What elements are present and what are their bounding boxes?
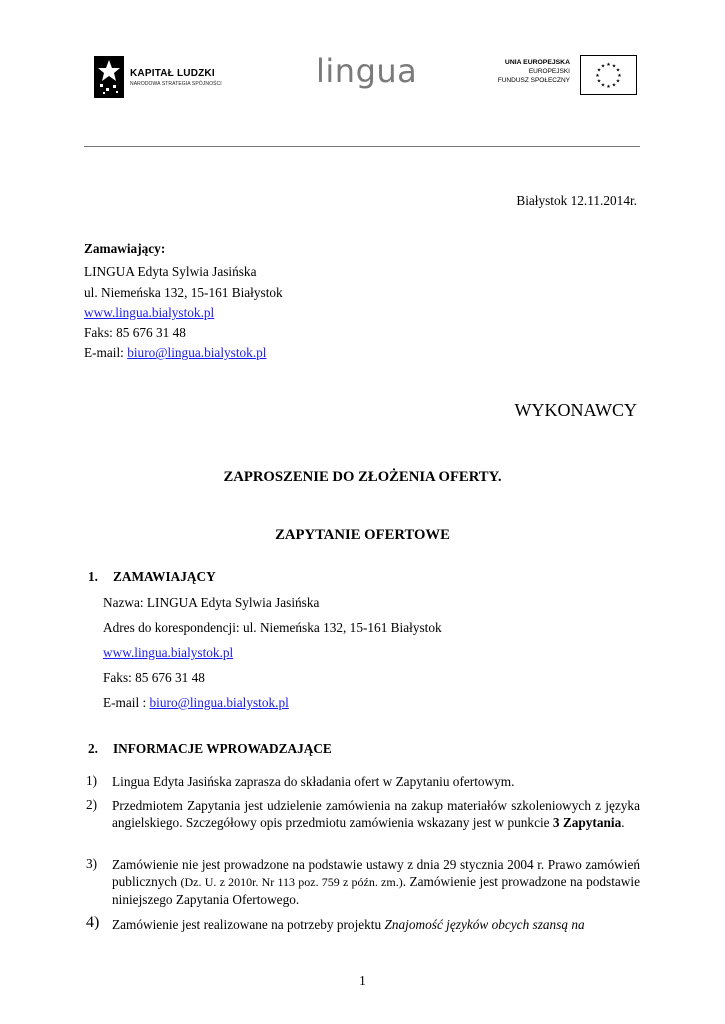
item3-citation: (Dz. U. z 2010r. Nr 113 poz. 759 z późn. zm.) xyxy=(180,875,403,889)
item2-bold: 3 Zapytania xyxy=(552,815,622,830)
svg-text:★: ★ xyxy=(611,82,617,89)
svg-text:★: ★ xyxy=(600,82,606,89)
item1-number: 1) xyxy=(86,773,98,788)
item3-text-b: . Zamówienie jest prowadzone na podstawie niniejszego Zapytania Ofertowego. xyxy=(112,874,641,907)
header-divider xyxy=(84,146,640,147)
section2-number: 2. xyxy=(88,741,98,756)
zamawiajacy-name: LINGUA Edyta Sylwia Jasińska xyxy=(84,264,257,279)
zamawiajacy-label: Zamawiający: xyxy=(84,241,166,256)
item4-number: 4) xyxy=(86,914,100,931)
ue-line2: EUROPEJSKI xyxy=(528,68,570,75)
item1-text: Lingua Edyta Jasińska zaprasza do składania ofert w Zapytaniu ofertowym. xyxy=(112,774,515,789)
section1-email-link[interactable]: biuro@lingua.bialystok.pl xyxy=(149,695,289,710)
zamawiajacy-email-link[interactable]: biuro@lingua.bialystok.pl xyxy=(127,345,267,360)
kapital-ludzki-emblem-icon xyxy=(92,52,128,102)
section1-number: 1. xyxy=(88,569,98,584)
item4-italic: Znajomość języków obcych szansą na xyxy=(384,917,585,932)
zamawiajacy-www-link[interactable]: www.lingua.bialystok.pl xyxy=(84,305,215,320)
section2-title: INFORMACJE WPROWADZAJĄCE xyxy=(113,741,332,756)
eu-flag-icon xyxy=(580,55,637,95)
svg-text:★: ★ xyxy=(615,78,621,85)
item2-text xyxy=(112,797,640,831)
item2-number: 2) xyxy=(86,797,98,812)
svg-text:★: ★ xyxy=(611,63,617,70)
item3-number: 3) xyxy=(86,856,98,871)
item3-text-a: Zamówienie nie jest prowadzone na podstawie ustawy z dnia 29 stycznia 2004 r. Prawo zamówień publicznych xyxy=(112,857,640,889)
svg-text:★: ★ xyxy=(617,73,622,79)
zamawiajacy-fax: Faks: 85 676 31 48 xyxy=(84,325,186,340)
document-date: Białystok 12.11.2014r. xyxy=(516,193,637,208)
email-label: E-mail: xyxy=(84,345,128,360)
item4-text xyxy=(112,916,640,933)
svg-text:★: ★ xyxy=(615,67,621,74)
svg-text:★: ★ xyxy=(600,63,606,70)
section1-fax: Faks: 85 676 31 48 xyxy=(103,670,205,685)
kl-subtitle: NARODOWA STRATEGIA SPÓJNOŚCI xyxy=(130,81,222,87)
svg-text:★: ★ xyxy=(595,73,600,79)
ue-line1: UNIA EUROPEJSKA xyxy=(504,59,570,66)
page-number: 1 xyxy=(359,973,366,988)
title-zaproszenie: ZAPROSZENIE DO ZŁOŻENIA OFERTY. xyxy=(223,469,502,485)
section1-title: ZAMAWIAJĄCY xyxy=(113,569,216,584)
section1-name: Nazwa: LINGUA Edyta Sylwia Jasińska xyxy=(103,595,320,610)
kl-title: KAPITAŁ LUDZKI xyxy=(130,68,215,79)
section1-email-label: E-mail : xyxy=(103,695,150,710)
ue-text xyxy=(498,58,570,85)
title-zapytanie: ZAPYTANIE OFERTOWE xyxy=(275,527,450,543)
wykonawcy-heading: WYKONAWCY xyxy=(514,400,637,420)
section1-address: Adres do korespondencji: ul. Niemeńska 132, 15-161 Białystok xyxy=(103,620,442,635)
svg-text:★: ★ xyxy=(606,62,611,68)
zamawiajacy-address: ul. Niemeńska 132, 15-161 Białystok xyxy=(84,285,283,300)
zamawiajacy-email-line xyxy=(84,345,267,361)
item2-text-b: . xyxy=(621,815,625,830)
item3-text xyxy=(112,856,640,908)
svg-text:★: ★ xyxy=(596,78,602,85)
item2-text-a: Przedmiotem Zapytania jest udzielenie zamówienia na zakup materiałów szkoleniowych z języka angielskiego. Szczegółowy opis przedmiotu zamówienia wskazany jest w punkcie xyxy=(112,798,640,830)
lingua-logo: lingua xyxy=(316,52,418,90)
svg-text:★: ★ xyxy=(596,67,602,74)
ue-line3: FUNDUSZ SPOŁECZNY xyxy=(497,77,570,84)
svg-text:★: ★ xyxy=(606,84,611,90)
section1-www-link[interactable]: www.lingua.bialystok.pl xyxy=(103,645,234,660)
item4-text-a: Zamówienie jest realizowane na potrzeby projektu xyxy=(112,917,385,932)
section1-email-line xyxy=(103,695,289,711)
